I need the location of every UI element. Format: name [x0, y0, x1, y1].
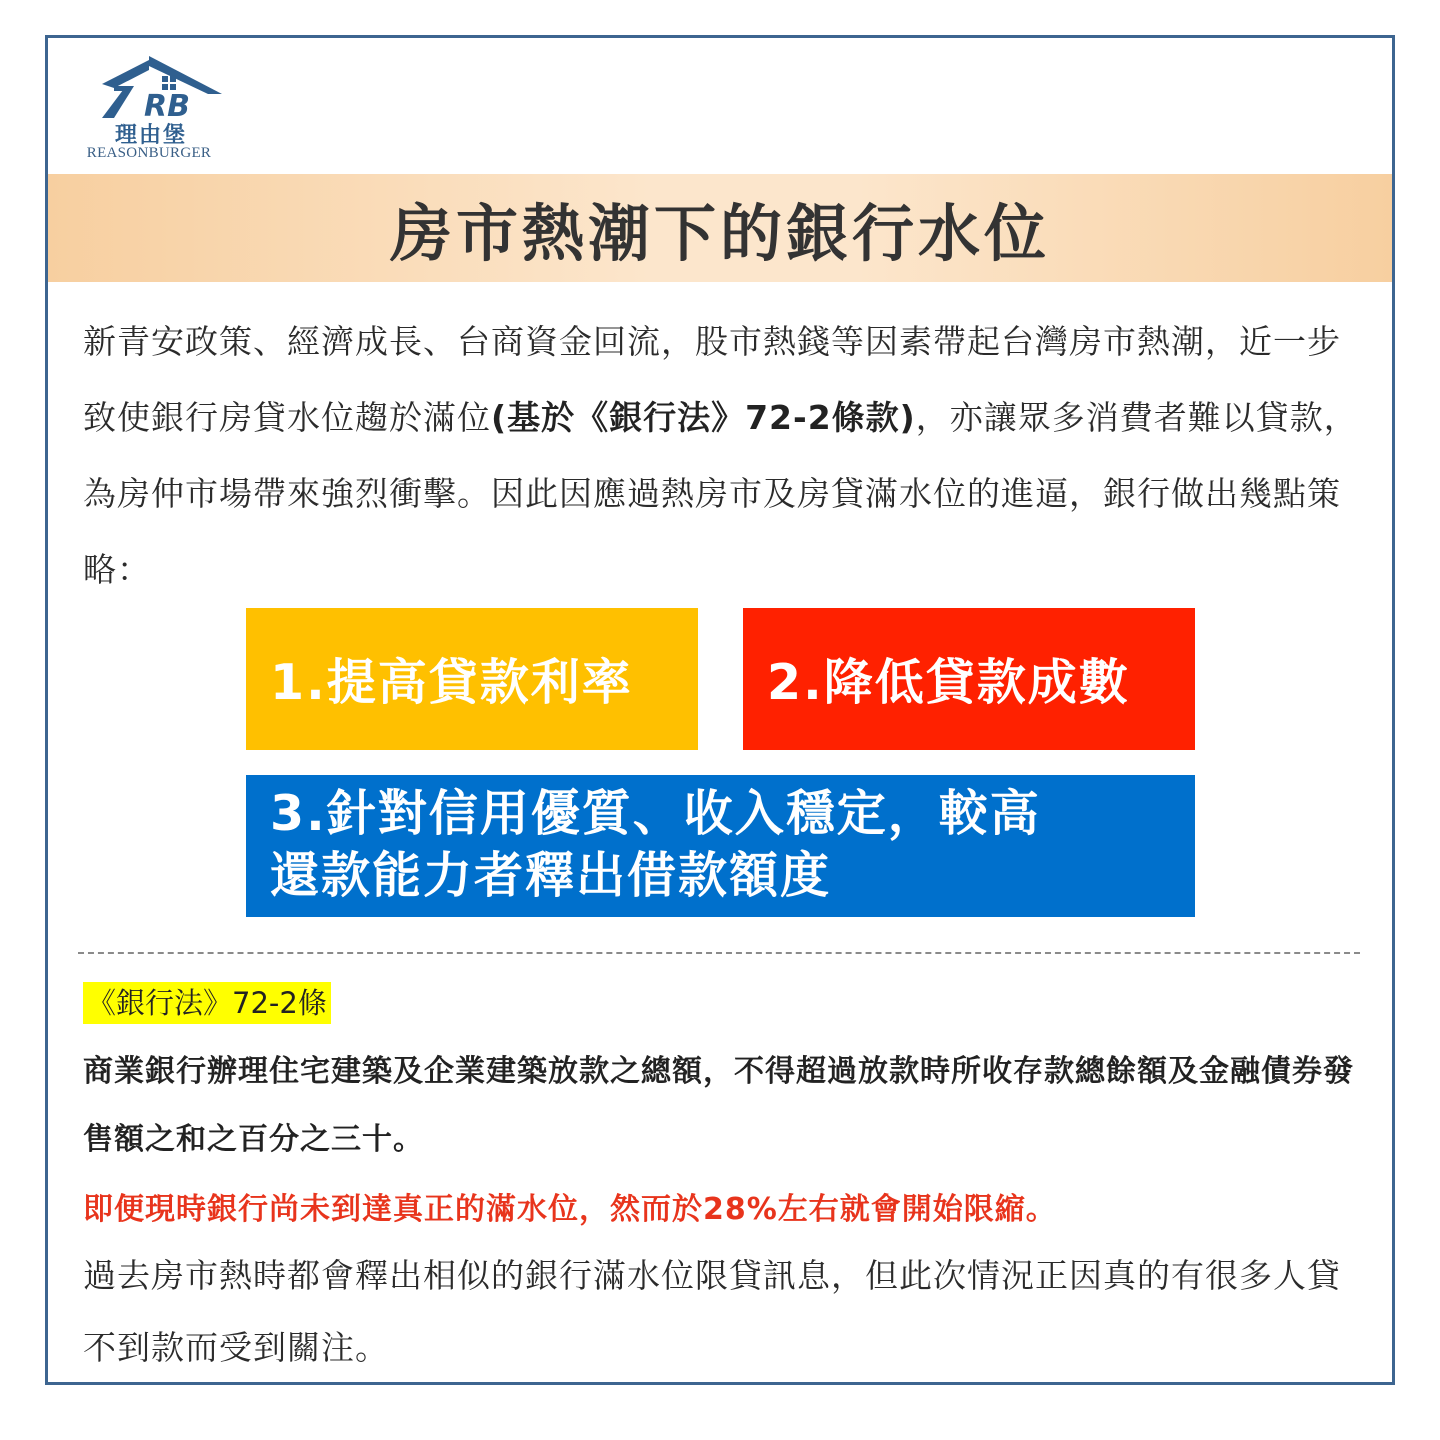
logo-name-cn: 理由堡	[114, 122, 187, 148]
intro-text-start: 新青安政策、經濟成長、台商資金回流，股市熱錢等因素帶起台灣房市熱潮，近一步致使銀行房貸水位趨於滿位	[83, 322, 1341, 437]
strategy-box-3	[246, 775, 1195, 917]
strategy-box-2	[743, 608, 1195, 750]
title-band	[48, 174, 1392, 282]
law-text: 商業銀行辦理住宅建築及企業建築放款之總額，不得超過放款時所收存款總餘額及金融債券發售額之和之百分之三十。	[83, 1054, 1354, 1157]
strategy-label-2: 2.降低貸款成數	[767, 654, 1130, 711]
logo-mark: RB	[144, 89, 190, 122]
page-title: 房市熱潮下的銀行水位	[389, 196, 1050, 270]
intro-law-reference: (基於《銀行法》72-2條款)	[491, 398, 916, 437]
strategy-label-3-line-1: 3.針對信用優質、收入穩定，較高	[270, 785, 1041, 842]
strategy-label-3-line-2: 還款能力者釋出借款額度	[270, 847, 832, 904]
house-logo-icon	[74, 52, 224, 122]
strategy-label-1: 1.提高貸款利率	[270, 654, 633, 711]
intro-text-end: ，亦讓眾多消費者難以貸款，為房仲市場帶來強烈衝擊。因此因應過熱房市及房貸滿水位的進逼，銀行做出幾點策略：	[83, 398, 1358, 589]
logo-name-en: REASONBURGER	[86, 145, 212, 161]
dashed-divider	[78, 952, 1360, 954]
intro-paragraph	[83, 304, 1363, 608]
strategy-box-1	[246, 608, 698, 750]
brand-logo	[74, 52, 224, 164]
law-highlight-note: 即便現時銀行尚未到達真正的滿水位，然而於28%左右就會開始限縮。	[83, 1192, 1057, 1227]
card-frame	[45, 35, 1395, 1385]
law-title-highlight: 《銀行法》72-2條	[83, 982, 331, 1024]
closing-paragraph: 過去房市熱時都會釋出相似的銀行滿水位限貸訊息，但此次情況正因真的有很多人貸不到款而受到關注。	[83, 1256, 1341, 1367]
